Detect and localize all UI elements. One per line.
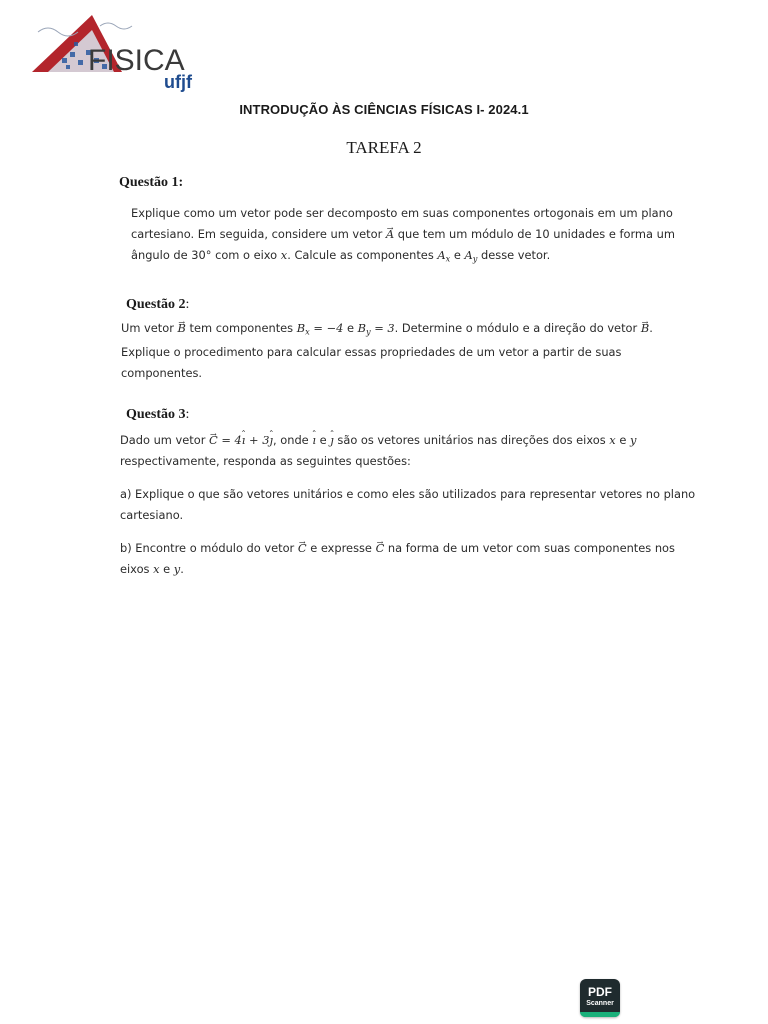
q1-line-2: cartesiano. Em seguida, considere um vetor → A que tem um módulo de 10 unidades e forma um <box>131 224 675 245</box>
q3-line-1: Dado um vetor → C = 4ˆ ı + 3ˆ ȷ, onde ˆ ı e ˆ ȷ são os vetores unitários nas direções dos eixos x e y <box>120 430 636 451</box>
badge-line-2: Scanner <box>586 1000 614 1007</box>
question-1-text <box>131 203 675 269</box>
q1-line-3: ângulo de 30° com o eixo x. Calcule as componentes $A_x$ e $A_y$ desse vetor. <box>131 248 551 264</box>
task-title: TAREFA 2 <box>346 138 422 157</box>
component-ay: $A_y$ <box>464 248 478 264</box>
question-3-heading: Questão 3: <box>126 407 190 422</box>
pdf-scanner-badge <box>580 979 620 1017</box>
q3-line-2: respectivamente, responda as seguintes questões: <box>120 454 411 468</box>
vector-b-symbol: → B <box>178 318 186 339</box>
fisica-ufjf-logo <box>28 12 218 92</box>
course-title: INTRODUÇÃO ÀS CIÊNCIAS FÍSICAS I- 2024.1 <box>239 102 529 117</box>
badge-accent-bar <box>580 1012 620 1017</box>
question-1-heading: Questão 1: <box>119 175 184 190</box>
q2-line-2: Explique o procedimento para calcular essas propriedades de um vetor a partir de suas <box>121 345 622 360</box>
q2-line-3: componentes. <box>121 366 203 381</box>
logo-sub: ufjf <box>164 72 192 92</box>
q1-line-1: Explique como um vetor pode ser decomposto em suas componentes ortogonais em um plano <box>131 206 673 220</box>
question-3-text <box>120 430 636 472</box>
vector-c-equation: → C = 4ˆ ı + 3ˆ ȷ <box>209 433 273 447</box>
question-3-item-b: b) Encontre o módulo do vetor → C e expresse → C na forma de um vetor com suas componentes nos eixos x e y. <box>120 538 675 580</box>
question-2-heading: Questão 2: <box>126 297 190 312</box>
question-3-item-a: a) Explique o que são vetores unitários e como eles são utilizados para representar vetores no plano cartesiano. <box>120 487 696 522</box>
q2-line-1: Um vetor → B tem componentes $B_x = -4$ e $B_y = 3$. Determine o módulo e a direção do vetor → B. <box>121 318 653 342</box>
badge-line-1: PDF <box>588 985 612 999</box>
logo-name: FISICA <box>88 44 185 77</box>
component-bx: $B_x = -4$ <box>296 321 344 337</box>
logo-graphic <box>28 12 218 92</box>
vector-a-symbol: → A <box>386 224 394 245</box>
component-ax: $A_x$ <box>437 248 451 264</box>
component-by: $B_y = 3$ <box>357 321 395 337</box>
question-2-text <box>121 318 653 384</box>
